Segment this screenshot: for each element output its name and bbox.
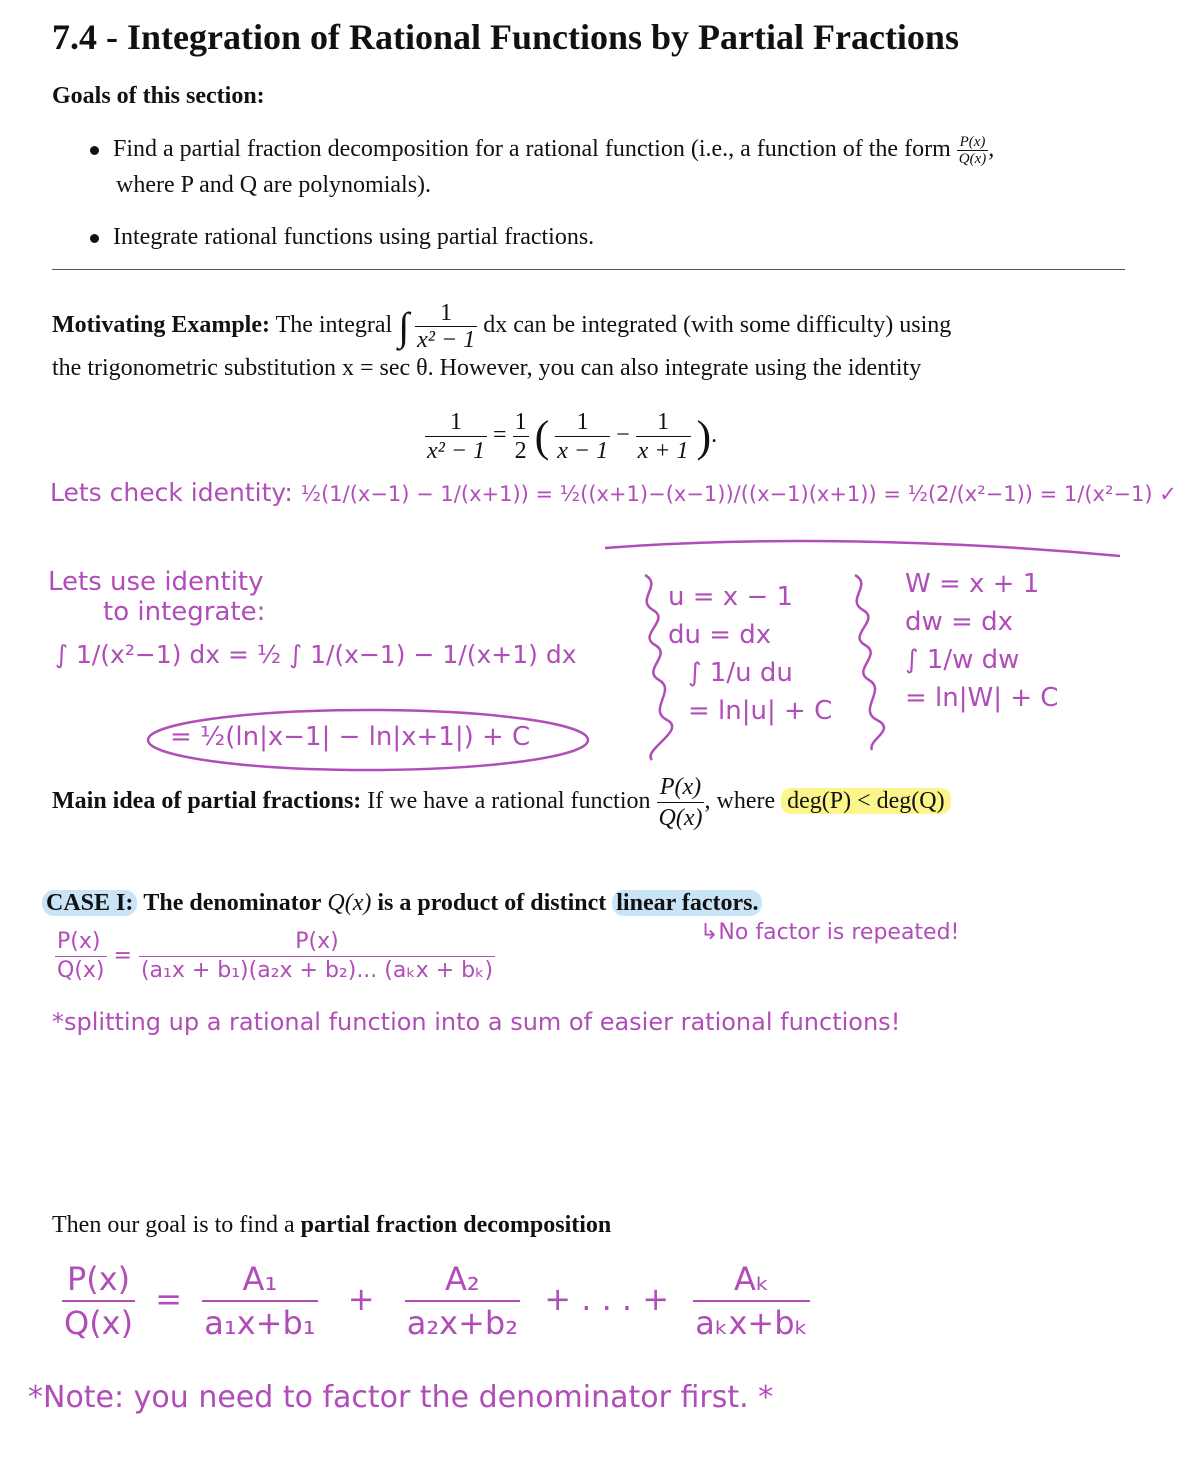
bullet-1-text: Find a partial fraction decomposition for a rational function (i.e., a function of the form — [113, 136, 951, 162]
hw-decomposition: $\frac{P(x)}{Q(x)}$ = $\frac{\text{A₁}}{\text{a₁x+b₁}}$ + $\frac{\text{A₂}}{\text{a₂x+b₂}}$ + . . . + $\frac{\text{Aₖ}}{\text{aₖx+bₖ}}$ — [64, 1260, 809, 1342]
hw-use-identity: Lets use identity to integrate: — [48, 567, 266, 627]
goal-bullet-2: Integrate rational functions using partial fractions. — [90, 220, 594, 254]
goals-heading: Goals of this section: — [52, 83, 265, 109]
goal-bullet-1: Find a partial fraction decomposition for a rational function (i.e., a function of the form $\frac{P(x)}{Q(x)}$ , — [90, 132, 1150, 167]
motivating-line-1: Motivating Example: The integral ∫ $\frac{1}{\text{x² − 1}}$ dx can be integrated (with some difficulty) using — [52, 300, 952, 353]
hw-check-identity: Lets check identity: ½(1/(x−1) − 1/(x+1)) = ½((x+1)−(x−1))/((x−1)(x+1)) = ½(2/(x²−1)) = 1/(x²−1) ✓ — [50, 478, 1177, 507]
motivating-line-2: the trigonometric substitution x = sec θ. However, you can also integrate using the identity — [52, 355, 922, 381]
main-idea-fraction: $\frac{P(x)}{Q(x)}$ — [658, 774, 703, 831]
hw-no-factor-repeated: ↳No factor is repeated! — [700, 920, 960, 945]
hw-u-substitution: u = x − 1 du = dx ∫ 1/u du = ln|u| + C — [668, 582, 833, 726]
hw-w-substitution: W = x + 1 dw = dx ∫ 1/w dw = ln|W| + C — [905, 569, 1059, 713]
hw-result-line: = ½(ln|x−1| − ln|x+1|) + C — [170, 722, 531, 752]
bullet-1-line-2: where P and Q are polynomials). — [116, 172, 432, 198]
hw-case-fraction: $\frac{P(x)}{Q(x)}$ = $\frac{P(x)}{\text{(a₁x + b₁)(a₂x + b₂)... (aₖx + bₖ)}}$ — [57, 929, 494, 983]
hw-integral-line: ∫ 1/(x²−1) dx = ½ ∫ 1/(x−1) − 1/(x+1) dx — [55, 640, 577, 669]
degree-condition: deg(P) < deg(Q) — [781, 788, 951, 814]
main-idea: Main idea of partial fractions: If we have a rational function $\frac{P(x)}{Q(x)}$ , where deg(P) < deg(Q) — [52, 772, 951, 833]
bullet-1-fraction: $\frac{P(x)}{Q(x)}$ — [958, 133, 987, 167]
identity-equation: $\frac{1}{\text{x² − 1}}$ = $\frac{1}{2}$ ( $\frac{1}{x - 1}$ − $\frac{1}{x + 1}$ ). — [427, 409, 718, 464]
case-1-heading: CASE I: The denominator Q(x) is a product of distinct linear factors. — [42, 890, 762, 917]
integrand-fraction: $\frac{1}{\text{x² − 1}}$ — [417, 300, 476, 353]
page-title: 7.4 - Integration of Rational Functions by Partial Fractions — [52, 17, 959, 57]
hw-factor-note: *Note: you need to factor the denominator first. * — [28, 1380, 774, 1415]
hw-splitting-note: *splitting up a rational function into a sum of easier rational functions! — [52, 1008, 901, 1036]
goal-sentence: Then our goal is to find a partial fraction decomposition — [52, 1212, 612, 1238]
